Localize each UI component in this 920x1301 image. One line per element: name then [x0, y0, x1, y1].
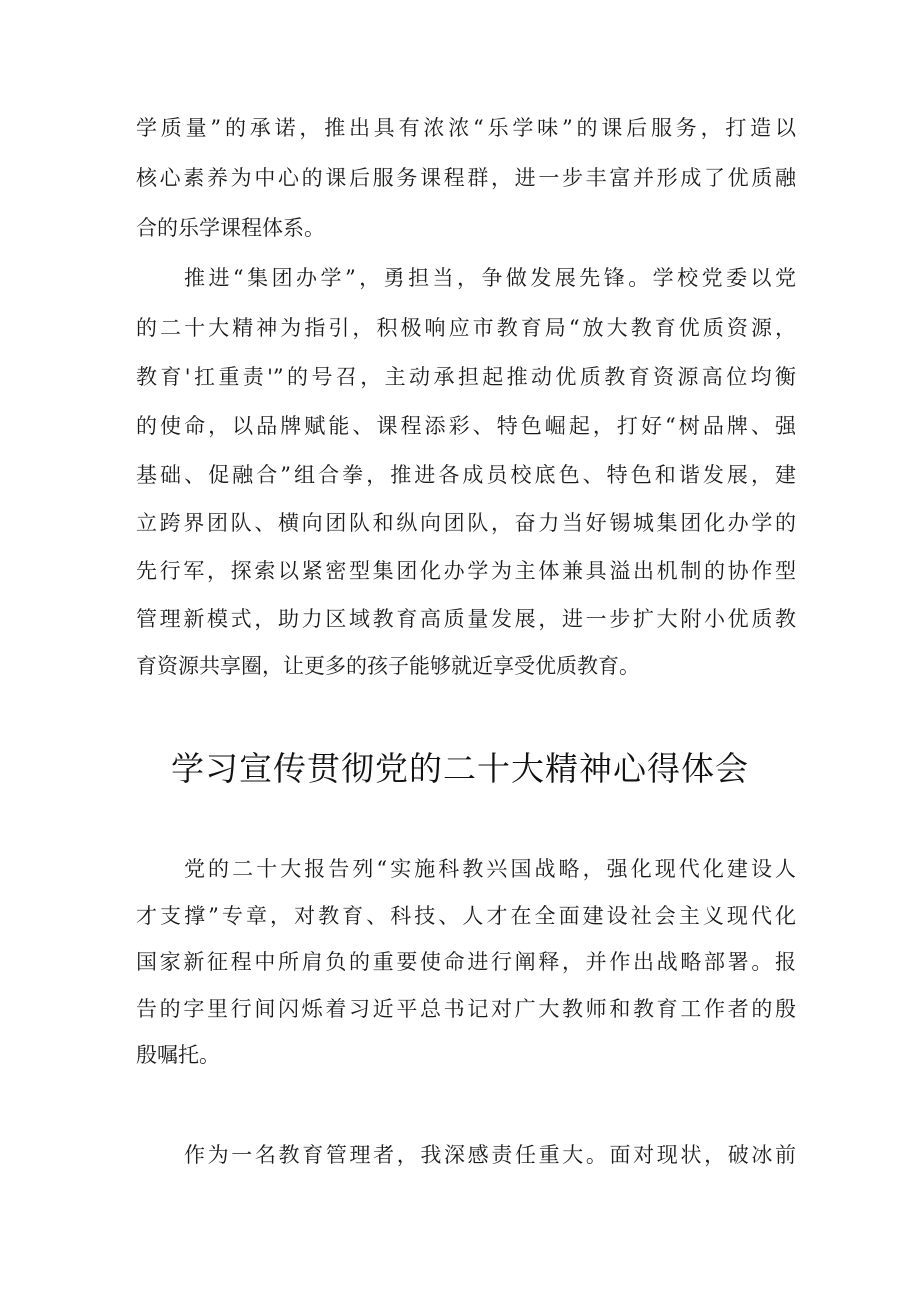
paragraph-line: 才支撑”专章，对教育、科技、人才在全面建设社会主义现代化: [136, 904, 796, 928]
paragraph-line: 推进“集团办学”，勇担当，争做发展先锋。学校党委以党: [184, 266, 796, 290]
paragraph-line: 告的字里行间闪烁着习近平总书记对广大教师和教育工作者的殷: [136, 997, 796, 1021]
paragraph-line: 殷嘱托。: [136, 1043, 220, 1067]
paragraph-line: 立跨界团队、横向团队和纵向团队，奋力当好锡城集团化办学的: [136, 511, 796, 535]
paragraph-line: 的使命，以品牌赋能、课程添彩、特色崛起，打好“树品牌、强: [136, 414, 796, 438]
paragraph-line: 国家新征程中所肩负的重要使命进行阐释，并作出战略部署。报: [136, 950, 796, 974]
paragraph-line: 合的乐学课程体系。: [136, 216, 325, 240]
paragraph-line: 作为一名教育管理者，我深感责任重大。面对现状，破冰前: [184, 1143, 796, 1167]
paragraph-line: 党的二十大报告列“实施科教兴国战略，强化现代化建设人: [184, 857, 796, 881]
paragraph-line: 教育'扛重责'”的号召，主动承担起推动优质教育资源高位均衡: [136, 365, 796, 389]
section-heading: 学习宣传贯彻党的二十大精神心得体会: [171, 749, 749, 788]
paragraph-line: 管理新模式，助力区域教育高质量发展，进一步扩大附小优质教: [136, 607, 796, 631]
paragraph-line: 的二十大精神为指引，积极响应市教育局“放大教育优质资源，: [136, 316, 796, 340]
paragraph-line: 基础、促融合”组合拳，推进各成员校底色、特色和谐发展，建: [136, 463, 796, 487]
paragraph-line: 先行军，探索以紧密型集团化办学为主体兼具溢出机制的协作型: [136, 559, 796, 583]
paragraph-line: 学质量”的承诺，推出具有浓浓“乐学味”的课后服务，打造以: [136, 116, 796, 140]
paragraph-line: 育资源共享圈，让更多的孩子能够就近享受优质教育。: [136, 654, 640, 678]
paragraph-line: 核心素养为中心的课后服务课程群，进一步丰富并形成了优质融: [136, 166, 796, 190]
